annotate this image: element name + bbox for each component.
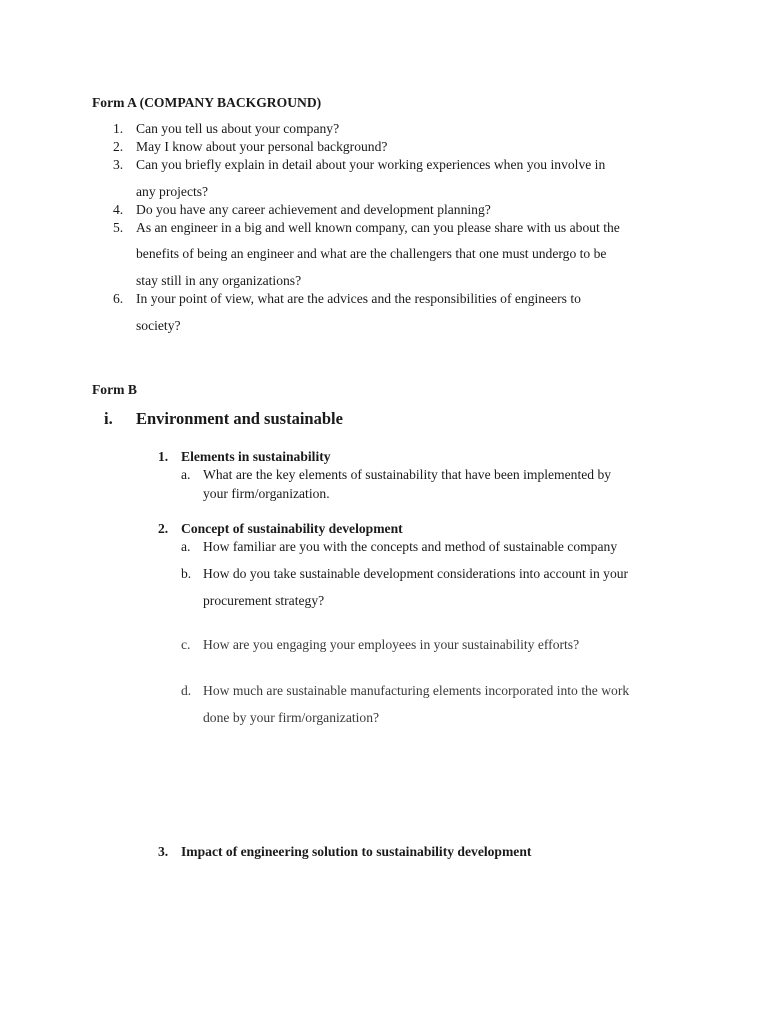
item-text-cont: procurement strategy? xyxy=(203,593,325,608)
question-text: May I know about your personal background? xyxy=(136,139,388,154)
subsection-title: Elements in sustainability xyxy=(181,449,331,464)
question-number: 3. xyxy=(113,157,124,172)
subsection-title: Impact of engineering solution to sustainability development xyxy=(181,844,532,859)
subsection-number: 3. xyxy=(158,844,169,859)
item-text: How familiar are you with the concepts and method of sustainable company xyxy=(203,539,618,554)
question-text: Can you briefly explain in detail about your working experiences when you involve in xyxy=(136,157,606,172)
question-text-cont: benefits of being an engineer and what are the challengers that one must undergo to be xyxy=(136,246,607,261)
item-text-cont: your firm/organization. xyxy=(203,486,330,501)
question-text-cont: any projects? xyxy=(136,184,209,199)
section-number: i. xyxy=(104,409,113,428)
section-title: Environment and sustainable xyxy=(136,409,343,428)
question-number: 4. xyxy=(113,202,124,217)
question-number: 5. xyxy=(113,220,124,235)
item-text: How are you engaging your employees in your sustainability efforts? xyxy=(203,637,580,652)
question-text: As an engineer in a big and well known company, can you please share with us about the xyxy=(136,220,620,235)
question-text-cont: stay still in any organizations? xyxy=(136,273,302,288)
item-text: How much are sustainable manufacturing elements incorporated into the work xyxy=(203,683,630,698)
subsection-number: 2. xyxy=(158,521,169,536)
item-letter: d. xyxy=(181,683,192,698)
question-number: 6. xyxy=(113,291,124,306)
form-a-title: Form A (COMPANY BACKGROUND) xyxy=(92,95,322,110)
form-b-title: Form B xyxy=(92,382,137,397)
question-text: In your point of view, what are the advices and the responsibilities of engineers to xyxy=(136,291,581,306)
item-text-cont: done by your firm/organization? xyxy=(203,710,380,725)
item-letter: b. xyxy=(181,566,192,581)
subsection-title: Concept of sustainability development xyxy=(181,521,403,536)
item-text: What are the key elements of sustainability that have been implemented by xyxy=(203,467,612,482)
question-text: Do you have any career achievement and development planning? xyxy=(136,202,491,217)
item-text: How do you take sustainable development considerations into account in your xyxy=(203,566,629,581)
item-letter: c. xyxy=(181,637,191,652)
subsection-number: 1. xyxy=(158,449,169,464)
item-letter: a. xyxy=(181,539,191,554)
question-number: 1. xyxy=(113,121,124,136)
question-number: 2. xyxy=(113,139,124,154)
question-text: Can you tell us about your company? xyxy=(136,121,340,136)
item-letter: a. xyxy=(181,467,191,482)
question-text-cont: society? xyxy=(136,318,181,333)
